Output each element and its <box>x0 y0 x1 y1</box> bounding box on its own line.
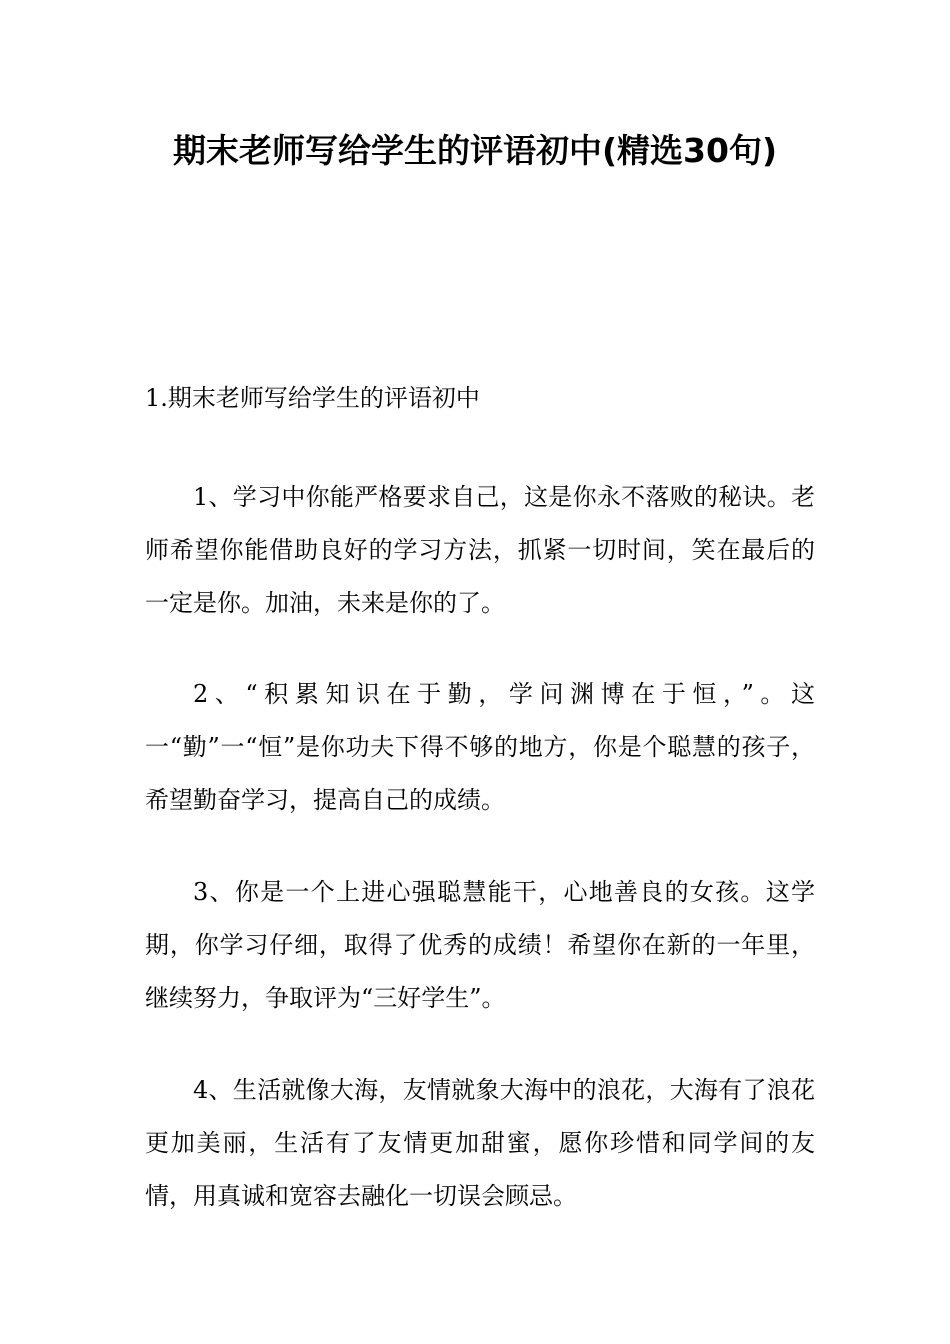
comment-paragraph-4: 4、生活就像大海，友情就象大海中的浪花，大海有了浪花更加美丽，生活有了友情更加甜蜜，愿你珍惜和同学间的友情，用真诚和宽容去融化一切误会顾忌。 <box>145 1076 815 1210</box>
comment-paragraph-2: 2、“积累知识在于勤，学问渊博在于恒，”。这一“勤”一“恒”是你功夫下得不够的地方，你是个聪慧的孩子，希望勤奋学习，提高自己的成绩。 <box>145 680 815 814</box>
comment-paragraph-1: 1、学习中你能严格要求自己，这是你永不落败的秘诀。老师希望你能借助良好的学习方法，抓紧一切时间，笑在最后的一定是你。加油，未来是你的了。 <box>145 483 815 617</box>
comment-paragraph-3: 3、你是一个上进心强聪慧能干，心地善良的女孩。这学期，你学习仔细，取得了优秀的成绩！希望你在新的一年里，继续努力，争取评为“三好学生”。 <box>145 878 815 1012</box>
document-title: 期末老师写给学生的评语初中(精选30句) <box>172 131 778 170</box>
section-heading: 1.期末老师写给学生的评语初中 <box>145 384 480 412</box>
